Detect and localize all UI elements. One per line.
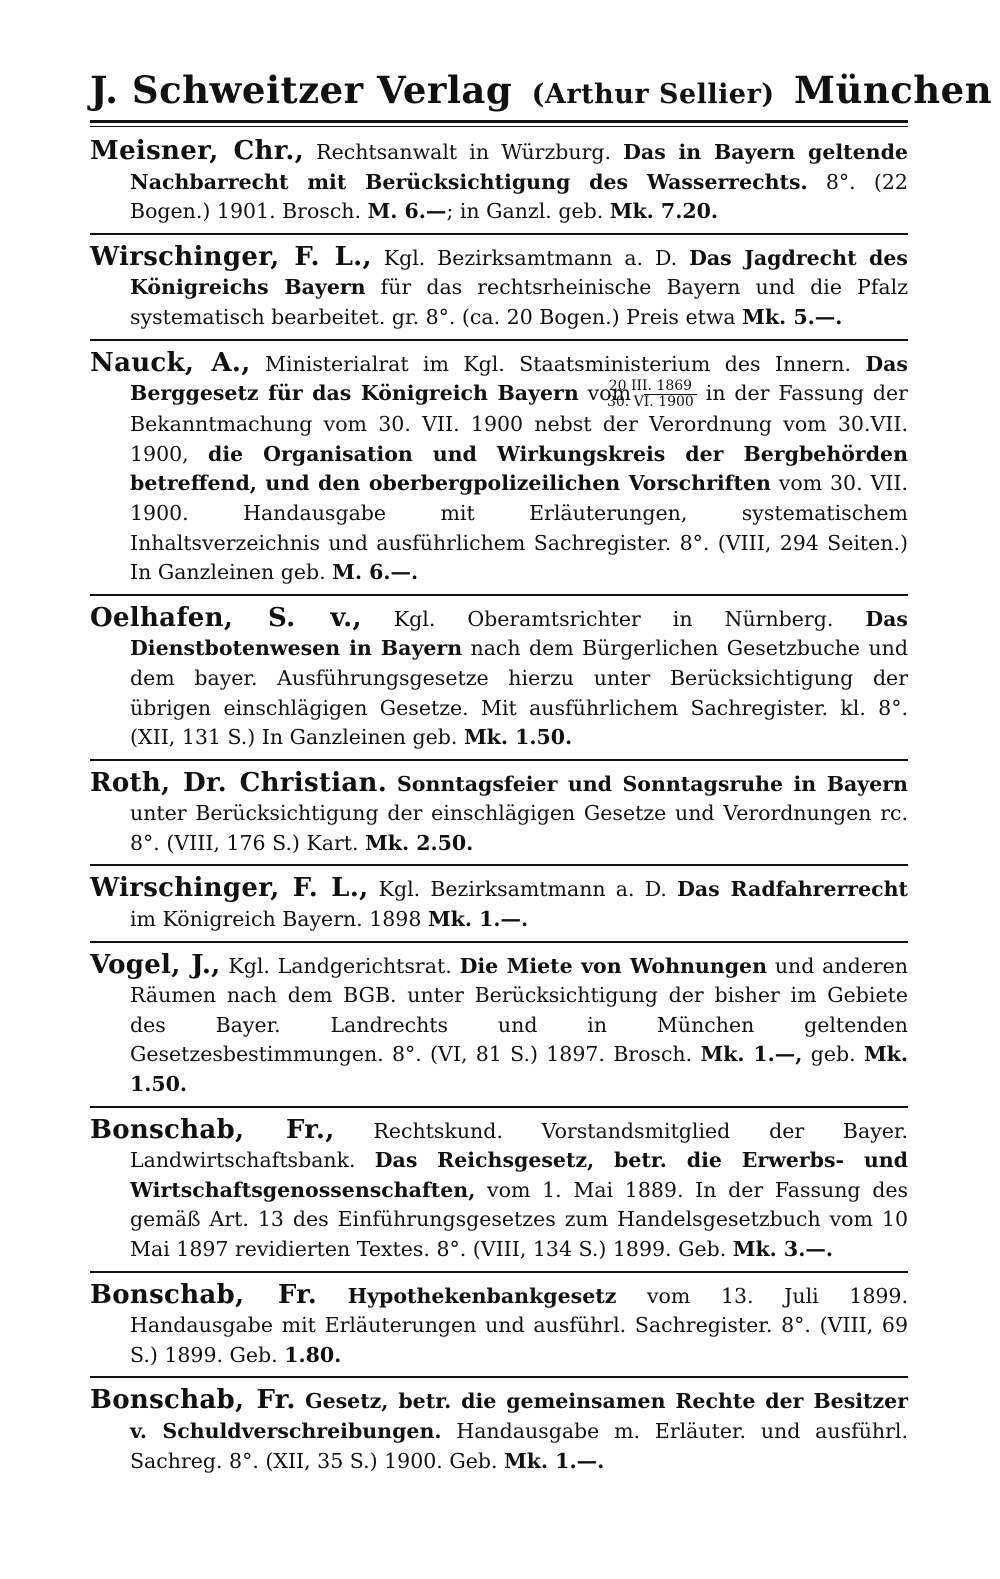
entry-price-note: ; in Ganzl. geb. — [446, 199, 604, 224]
entry-date-numerator: 20 III. 1869 — [644, 379, 697, 395]
entry-price: Mk. 3.—. — [732, 1237, 833, 1261]
entry-details-2: vom 30. VII. 1900. Handausgabe mit Erläuterungen, systematischem Inhaltsverzeichnis und ausführlichem Sachregister. 8°. (VIII, 294 Seiten.) In Ganzleinen geb. — [130, 471, 909, 585]
entry-price: Mk. 1.—. — [427, 907, 529, 932]
entry-author: Bonschab, Fr., — [90, 1114, 335, 1145]
catalog-entry — [90, 1279, 908, 1379]
entry-details: vom 13. Juli 1899. Handausgabe mit Erläuterungen und ausführl. Sachregister. 8°. (VIII, 69 S.) 1899. Geb. — [130, 1283, 908, 1367]
entry-details: im Königreich Bayern. 1898 — [130, 907, 422, 932]
entry-price: Mk. 1.50. — [463, 725, 573, 750]
entry-desc: Kgl. Bezirksamtmann a. D. — [383, 245, 678, 270]
entry-details: vom 1. Mai 1889. In der Fassung des gemäß Art. 13 des Einführungsgesetzes zum Handelsgesetzbuch vom 10 Mai 1897 revidierten Textes. 8°. (VIII, 134 S.) 1899. Geb. — [130, 1177, 908, 1261]
entry-price-bound: Mk. 1.50. — [130, 1042, 908, 1097]
entry-details: in der Fassung der Bekanntmachung vom 30. VII. 1900 nebst der Verordnung vom 30.VII. 1900, — [130, 381, 908, 466]
entry-author: Nauck, A., — [90, 347, 251, 378]
entry-desc: Kgl. Oberamtsrichter in Nürnberg. — [393, 606, 834, 631]
entry-title: Das in Bayern geltende Nachbarrecht mit Berücksichtigung des Wasserrechts. — [130, 140, 908, 194]
entry-details: unter Berücksichtigung der einschlägigen Gesetze und Verordnungen rc. 8°. (VIII, 176 S.) Kart. — [130, 801, 908, 855]
entry-title: Sonntagsfeier und Sonntagsruhe in Bayern — [396, 771, 908, 796]
entry-price-note: geb. — [810, 1042, 856, 1067]
catalog-entry — [90, 135, 908, 235]
catalog-page — [90, 62, 993, 1488]
entry-price-bound: Mk. 7.20. — [609, 199, 719, 224]
entry-author: Wirschinger, F. L., — [90, 241, 372, 272]
catalog-entry — [90, 767, 908, 867]
entry-price: Mk. 2.50. — [365, 830, 474, 855]
publisher-header — [90, 62, 993, 118]
publisher-name: J. Schweitzer Verlag — [90, 68, 513, 112]
header-rule — [90, 120, 908, 127]
publisher-city: München — [793, 68, 993, 112]
entry-details: Handausgabe m. Erläuter. und ausführl. Sachreg. 8°. (XII, 35 S.) 1900. Geb. — [130, 1418, 908, 1473]
entry-author: Meisner, Chr., — [90, 136, 305, 166]
entry-details: nach dem Bürgerlichen Gesetzbuche und dem bayer. Ausführungsgesetze hierzu unter Berücksichtigung der übrigen einschlägigen Gesetze. Mit ausführlichem Sachregister. kl. 8°. (XII, 131 S.) In Ganzleinen geb. — [130, 636, 908, 750]
entry-author: Vogel, J., — [90, 949, 221, 980]
entry-price: M. 6.— — [367, 199, 447, 224]
entry-date-prefix: vom — [587, 381, 632, 406]
catalog-entry — [90, 872, 908, 942]
entry-details: für das rechtsrheinische Bayern und die Pfalz systematisch bearbeitet. gr. 8°. (ca. 20 Bogen.) Preis etwa — [130, 275, 908, 329]
entry-price: 1.80. — [284, 1342, 342, 1367]
catalog-entry — [90, 949, 908, 1108]
entry-desc: Rechtsanwalt in Würzburg. — [316, 140, 612, 164]
entry-desc: Kgl. Landgerichtsrat. — [228, 953, 452, 978]
entry-title: Das Radfahrerrecht — [677, 877, 908, 902]
catalog-entry — [90, 602, 908, 761]
entry-price: Mk. 5.—. — [742, 304, 843, 329]
entry-desc: Ministerialrat im Kgl. Staatsministerium des Innern. — [264, 351, 851, 376]
entry-title: Gesetz, betr. die gemeinsamen Rechte der Besitzer v. Schuldverschreibungen. — [130, 1389, 908, 1443]
entry-author: Roth, Dr. Christian. — [90, 767, 388, 798]
entry-title: Das Dienstbotenwesen in Bayern — [130, 606, 908, 661]
entry-author: Wirschinger, F. L., — [90, 873, 369, 904]
entry-price: Mk. 1.—, — [700, 1042, 803, 1067]
entry-title: Das Reichsgesetz, betr. die Erwerbs- und Wirtschaftsgenossenschaften, — [130, 1148, 908, 1202]
entry-title: Das Jagdrecht des Königreichs Bayern — [130, 245, 908, 300]
catalog-entry — [90, 1384, 908, 1482]
entry-details: und anderen Räumen nach dem BGB. unter Berücksichtigung der bisher im Gebiete des Bayer. Landrechts und in München geltenden Gesetzesbestimmungen. 8°. (VI, 81 S.) 1897. Brosch. — [130, 953, 909, 1067]
entry-desc: Rechtskund. Vorstandsmitglied der Bayer. Landwirtschaftsbank. — [130, 1118, 908, 1173]
catalog-entry — [90, 347, 908, 596]
entry-details: 8°. (22 Bogen.) 1901. Brosch. — [130, 169, 908, 224]
entry-author: Bonschab, Fr. — [90, 1385, 296, 1416]
entry-author: Oelhafen, S. v., — [90, 602, 362, 633]
entry-price: M. 6.—. — [332, 560, 419, 585]
entry-author: Bonschab, Fr. — [90, 1279, 318, 1310]
entry-subtitle: die Organisation und Wirkungskreis der Bergbehörden betreffend, und den oberbergpolizeilichen Vorschriften — [130, 441, 908, 496]
entry-title: Das Berggesetz für das Königreich Bayern — [130, 351, 908, 406]
entry-title: Die Miete von Wohnungen — [459, 953, 767, 978]
entry-title: Hypothekenbankgesetz — [347, 1283, 617, 1308]
catalog-entry — [90, 241, 908, 341]
entry-desc: Kgl. Bezirksamtmann a. D. — [378, 877, 667, 902]
entry-date-denominator: 30. VI. 1900 — [606, 394, 694, 411]
entry-price: Mk. 1.—. — [504, 1448, 605, 1473]
publisher-sub: (Arthur Sellier) — [531, 79, 775, 110]
catalog-entry — [90, 1114, 908, 1273]
